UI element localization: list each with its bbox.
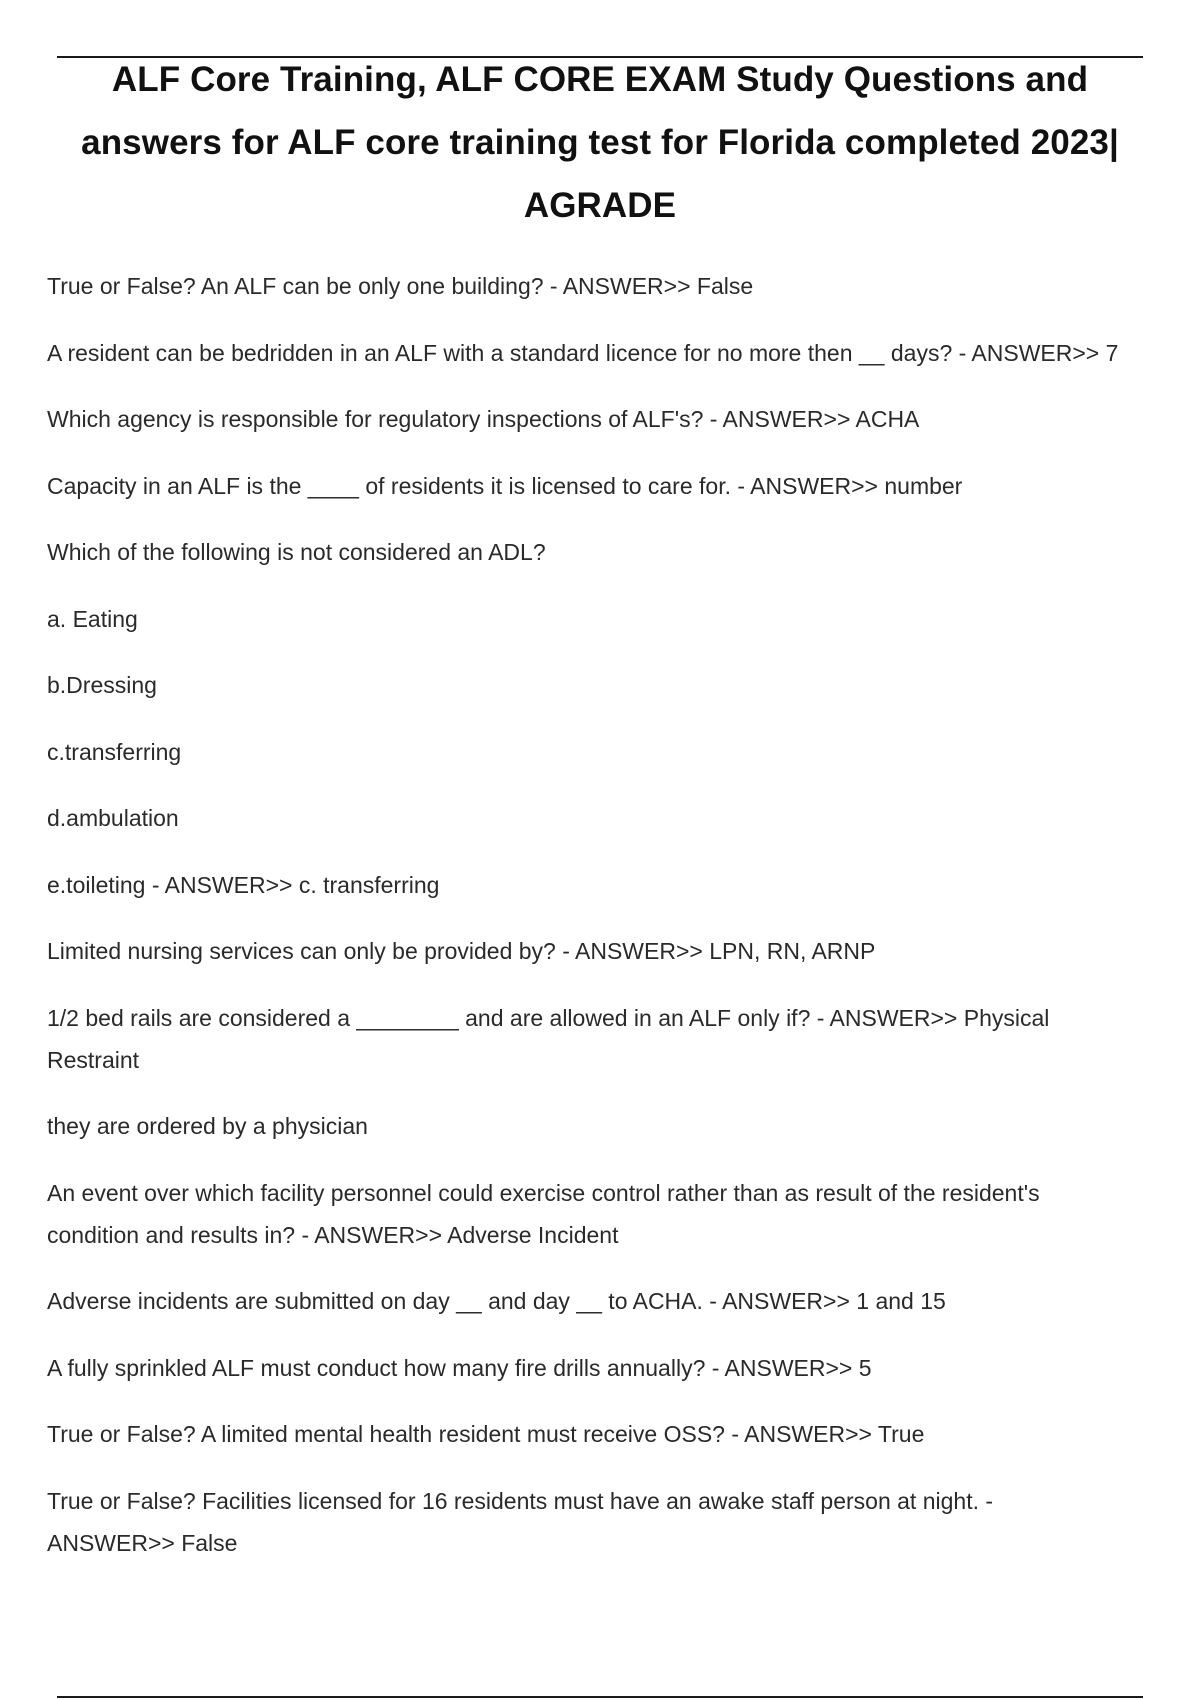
qa-line: 1/2 bed rails are considered a ________ and are allowed in an ALF only if? - ANSWER>> Physical [47, 1004, 1050, 1031]
qa-item: A fully sprinkled ALF must conduct how many fire drills annually? - ANSWER>> 5 [47, 1354, 872, 1381]
qa-line: condition and results in? - ANSWER>> Adverse Incident [47, 1221, 619, 1248]
qa-item: True or False? An ALF can be only one building? - ANSWER>> False [47, 273, 754, 299]
title-line-1: ALF Core Training, ALF CORE EXAM Study Questions and [111, 60, 1089, 99]
document-title [70, 48, 1130, 237]
qa-item: Limited nursing services can only be provided by? - ANSWER>> LPN, RN, ARNP [47, 938, 876, 964]
qa-line: An event over which facility personnel could exercise control rather than as result of the resident's [47, 1179, 1040, 1206]
bottom-divider [57, 1696, 1143, 1698]
qa-option: e.toileting - ANSWER>> c. transferring [47, 871, 440, 898]
title-line-3: AGRADE [523, 186, 677, 225]
qa-item: True or False? A limited mental health resident must receive OSS? - ANSWER>> True [47, 1421, 925, 1447]
qa-line: Restraint [47, 1046, 140, 1073]
qa-item: A resident can be bedridden in an ALF with a standard licence for no more then __ days? - ANSWER>> 7 [47, 339, 1119, 366]
question-list [47, 265, 1187, 1588]
qa-item: they are ordered by a physician [47, 1113, 368, 1139]
qa-item: Capacity in an ALF is the ____ of residents it is licensed to care for. - ANSWER>> number [47, 472, 963, 499]
qa-option: c.transferring [47, 738, 182, 765]
qa-line: ANSWER>> False [47, 1529, 238, 1556]
qa-item-awake-staff [47, 1480, 1187, 1564]
qa-option: a. Eating [47, 605, 138, 632]
qa-option: b.Dressing [47, 672, 157, 698]
qa-item: Which of the following is not considered an ADL? [47, 539, 546, 565]
qa-option: d.ambulation [47, 805, 179, 831]
qa-item: Which agency is responsible for regulatory inspections of ALF's? - ANSWER>> ACHA [47, 406, 920, 432]
qa-line: True or False? Facilities licensed for 16 residents must have an awake staff person at night. - [47, 1487, 994, 1514]
qa-item-adverse-incident [47, 1172, 1187, 1256]
qa-item: Adverse incidents are submitted on day __ and day __ to ACHA. - ANSWER>> 1 and 15 [47, 1288, 946, 1314]
title-line-2: answers for ALF core training test for Florida completed 2023| [81, 123, 1119, 162]
qa-item-bed-rails [47, 997, 1187, 1081]
